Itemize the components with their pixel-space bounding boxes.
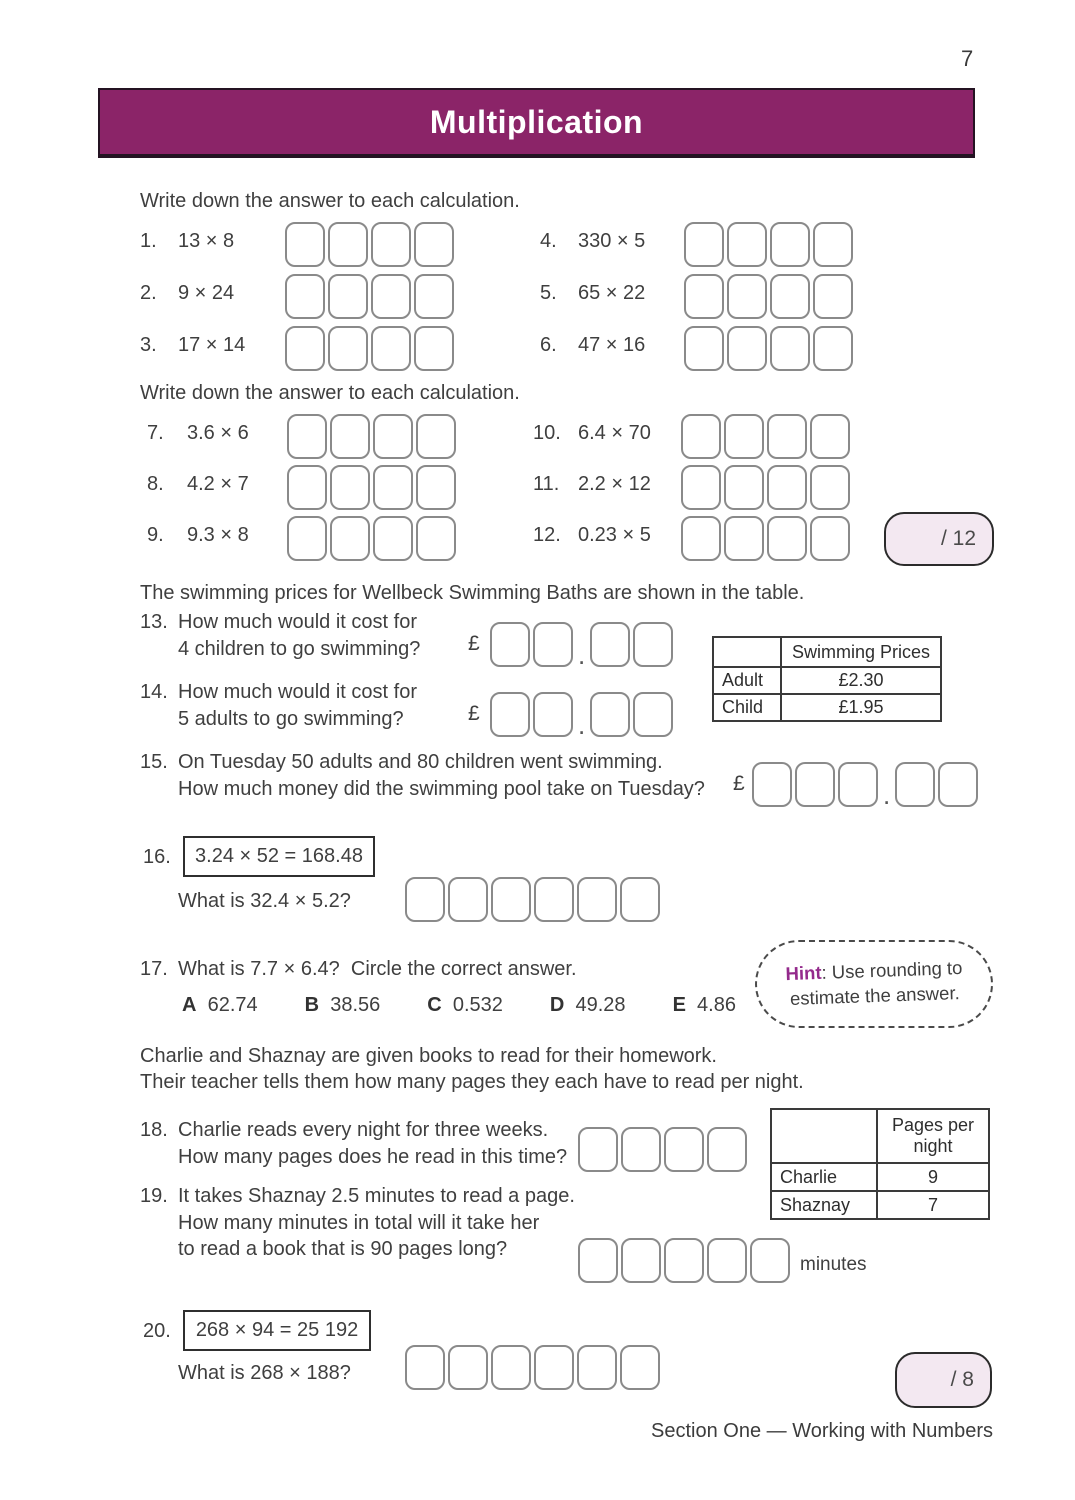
answer-box[interactable] (416, 516, 456, 561)
answer-box[interactable] (684, 222, 724, 267)
money-answer-boxes (490, 622, 673, 670)
question-expression: 17 × 14 (178, 334, 246, 356)
question-expression: 330 × 5 (578, 230, 646, 252)
answer-box[interactable] (620, 1345, 660, 1390)
context-text: Charlie and Shaznay are given books to read for their homework. (140, 1045, 717, 1067)
answer-box[interactable] (405, 1345, 445, 1390)
answer-box[interactable] (838, 762, 878, 807)
question-text: How many pages does he read in this time? (178, 1146, 568, 1168)
answer-box[interactable] (724, 414, 764, 459)
money-answer-boxes (752, 762, 978, 810)
answer-box[interactable] (752, 762, 792, 807)
table-cell: £1.95 (781, 694, 941, 721)
answer-box[interactable] (664, 1127, 704, 1172)
question-text: How much would it cost for (178, 681, 417, 703)
table-header-line: night (913, 1136, 953, 1156)
answer-box[interactable] (330, 465, 370, 510)
answer-box[interactable] (767, 465, 807, 510)
table-cell: 9 (877, 1163, 989, 1191)
answer-boxes (405, 877, 660, 922)
decimal-point: . (578, 640, 586, 670)
table-header-line: Pages per (891, 1115, 975, 1135)
answer-box[interactable] (621, 1127, 661, 1172)
question-number: 6. (540, 334, 557, 356)
answer-box[interactable] (727, 274, 767, 319)
table-cell: Shaznay (771, 1191, 877, 1219)
answer-boxes (285, 326, 454, 371)
answer-box[interactable] (416, 414, 456, 459)
question-number: 8. (147, 473, 164, 495)
question-expression: 13 × 8 (178, 230, 235, 252)
instruction-text: Write down the answer to each calculation. (140, 190, 520, 212)
question-number: 3. (140, 334, 157, 356)
answer-box[interactable] (285, 222, 325, 267)
answer-boxes (287, 516, 456, 561)
answer-box[interactable] (490, 622, 530, 667)
answer-box[interactable] (371, 274, 411, 319)
question-number: 4. (540, 230, 557, 252)
answer-box[interactable] (681, 414, 721, 459)
question-expression: 65 × 22 (578, 282, 646, 304)
table-cell: 7 (877, 1191, 989, 1219)
answer-box[interactable] (371, 222, 411, 267)
option-value: 4.86 (697, 994, 736, 1016)
table-cell: Charlie (771, 1163, 877, 1191)
answer-box[interactable] (727, 222, 767, 267)
question-number: 14. (140, 681, 168, 703)
answer-box[interactable] (534, 877, 574, 922)
question-number: 16. (143, 846, 171, 868)
answer-boxes (578, 1238, 790, 1283)
question-number: 19. (140, 1185, 168, 1207)
choice-option[interactable] (182, 994, 258, 1017)
answer-box[interactable] (414, 274, 454, 319)
answer-boxes (684, 274, 853, 319)
question-number: 7. (147, 422, 164, 444)
answer-boxes (681, 516, 850, 561)
answer-boxes (287, 465, 456, 510)
header-bar (98, 88, 975, 158)
answer-box[interactable] (938, 762, 978, 807)
answer-box[interactable] (490, 692, 530, 737)
answer-box[interactable] (287, 414, 327, 459)
swimming-prices-table (712, 636, 942, 722)
answer-box[interactable] (707, 1127, 747, 1172)
answer-box[interactable] (684, 326, 724, 371)
answer-box[interactable] (633, 622, 673, 667)
unit-label: minutes (800, 1254, 867, 1275)
hint-label: Hint (784, 961, 822, 985)
answer-boxes (287, 414, 456, 459)
question-text: 4 children to go swimming? (178, 638, 421, 660)
currency-symbol: £ (468, 702, 480, 725)
answer-box[interactable] (328, 222, 368, 267)
table-header-cell (877, 1109, 989, 1163)
table-cell (713, 637, 781, 667)
answer-box[interactable] (681, 465, 721, 510)
question-text: 5 adults to go swimming? (178, 708, 404, 730)
question-number: 17. (140, 958, 168, 980)
answer-box[interactable] (448, 1345, 488, 1390)
currency-symbol: £ (733, 772, 745, 795)
decimal-point: . (578, 710, 586, 740)
answer-box[interactable] (414, 222, 454, 267)
answer-box[interactable] (895, 762, 935, 807)
answer-box[interactable] (405, 877, 445, 922)
answer-box[interactable] (681, 516, 721, 561)
choice-option[interactable] (550, 994, 626, 1017)
option-value: 38.56 (330, 994, 381, 1016)
option-value: 62.74 (207, 994, 258, 1016)
answer-box[interactable] (285, 274, 325, 319)
answer-boxes (578, 1127, 747, 1172)
question-text: Charlie reads every night for three weeks. (178, 1119, 549, 1141)
question-number: 18. (140, 1119, 168, 1141)
answer-box[interactable] (795, 762, 835, 807)
answer-box[interactable] (770, 326, 810, 371)
page-title: Multiplication (429, 103, 644, 140)
answer-box[interactable] (810, 465, 850, 510)
question-text: What is 32.4 × 5.2? (178, 890, 351, 912)
answer-box[interactable] (534, 1345, 574, 1390)
answer-box[interactable] (664, 1238, 704, 1283)
answer-box[interactable] (578, 1238, 618, 1283)
question-text: On Tuesday 50 adults and 80 children went swimming. (178, 751, 663, 773)
answer-box[interactable] (590, 622, 630, 667)
question-number: 2. (140, 282, 157, 304)
instruction-text: Write down the answer to each calculation. (140, 382, 520, 404)
answer-box[interactable] (727, 326, 767, 371)
given-equation-box: 268 × 94 = 25 192 (183, 1310, 371, 1351)
question-number: 5. (540, 282, 557, 304)
table-cell: Child (713, 694, 781, 721)
answer-box[interactable] (810, 516, 850, 561)
answer-box[interactable] (533, 692, 573, 737)
answer-box[interactable] (813, 326, 853, 371)
question-text: What is 268 × 188? (178, 1362, 351, 1384)
choice-option[interactable] (427, 994, 503, 1017)
answer-box[interactable] (750, 1238, 790, 1283)
answer-box[interactable] (328, 274, 368, 319)
multiple-choice-options (182, 994, 736, 1017)
answer-boxes (681, 414, 850, 459)
question-number: 1. (140, 230, 157, 252)
table-cell: £2.30 (781, 667, 941, 694)
answer-box[interactable] (621, 1238, 661, 1283)
answer-box[interactable] (770, 274, 810, 319)
answer-box[interactable] (724, 465, 764, 510)
option-letter: D (549, 994, 565, 1016)
question-number: 12. (533, 524, 561, 546)
hint-text (785, 956, 964, 1012)
answer-boxes (405, 1345, 660, 1390)
answer-box[interactable] (813, 222, 853, 267)
table-cell (771, 1109, 877, 1163)
answer-boxes (285, 274, 454, 319)
answer-boxes (684, 222, 853, 267)
answer-box[interactable] (770, 222, 810, 267)
pages-per-night-table (770, 1108, 990, 1220)
question-expression: 4.2 × 7 (187, 473, 249, 495)
answer-box[interactable] (620, 877, 660, 922)
answer-box[interactable] (448, 877, 488, 922)
hint-line2: estimate the answer. (789, 982, 960, 1009)
question-number: 9. (147, 524, 164, 546)
score-badge[interactable]: / 8 (895, 1352, 992, 1408)
question-text: How much would it cost for (178, 611, 417, 633)
choice-option[interactable] (305, 994, 381, 1017)
option-value: 0.532 (452, 994, 503, 1016)
question-expression: 2.2 × 12 (578, 473, 651, 495)
answer-box[interactable] (767, 516, 807, 561)
answer-box[interactable] (287, 465, 327, 510)
context-text: Their teacher tells them how many pages they each have to read per night. (140, 1071, 804, 1093)
question-text: How many minutes in total will it take her (178, 1212, 540, 1234)
question-text: to read a book that is 90 pages long? (178, 1238, 508, 1260)
option-letter: E (672, 994, 686, 1016)
answer-box[interactable] (373, 516, 413, 561)
question-number: 15. (140, 751, 168, 773)
answer-box[interactable] (373, 465, 413, 510)
option-value: 49.28 (575, 994, 626, 1016)
money-answer-boxes (490, 692, 673, 740)
question-text: How much money did the swimming pool take on Tuesday? (178, 778, 705, 800)
option-letter: A (182, 994, 197, 1016)
answer-box[interactable] (590, 692, 630, 737)
option-letter: C (427, 994, 442, 1016)
answer-box[interactable] (285, 326, 325, 371)
choice-option[interactable] (673, 994, 736, 1017)
answer-box[interactable] (491, 877, 531, 922)
answer-box[interactable] (491, 1345, 531, 1390)
answer-box[interactable] (724, 516, 764, 561)
section-footer: Section One — Working with Numbers (651, 1420, 993, 1442)
question-expression: 9.3 × 8 (187, 524, 249, 546)
table-cell: Adult (713, 667, 781, 694)
question-number: 10. (533, 422, 561, 444)
answer-box[interactable] (633, 692, 673, 737)
page-number: 7 (961, 46, 974, 71)
answer-boxes (684, 326, 853, 371)
answer-box[interactable] (373, 414, 413, 459)
option-letter: B (304, 994, 320, 1016)
given-equation-box: 3.24 × 52 = 168.48 (183, 836, 375, 877)
question-text: What is 7.7 × 6.4? Circle the correct answer. (178, 958, 577, 980)
answer-box[interactable] (371, 326, 411, 371)
question-expression: 0.23 × 5 (578, 524, 651, 546)
hint-box (755, 940, 993, 1028)
answer-boxes (285, 222, 454, 267)
answer-box[interactable] (684, 274, 724, 319)
answer-box[interactable] (416, 465, 456, 510)
decimal-point: . (883, 780, 891, 810)
answer-boxes (681, 465, 850, 510)
answer-box[interactable] (287, 516, 327, 561)
answer-box[interactable] (330, 516, 370, 561)
question-expression: 47 × 16 (578, 334, 646, 356)
question-text: It takes Shaznay 2.5 minutes to read a page. (178, 1185, 575, 1207)
question-number: 13. (140, 611, 168, 633)
answer-box[interactable] (533, 622, 573, 667)
answer-box[interactable] (767, 414, 807, 459)
hint-line1: : Use rounding to (820, 956, 963, 983)
question-number: 11. (533, 473, 560, 495)
answer-box[interactable] (707, 1238, 747, 1283)
answer-box[interactable] (328, 326, 368, 371)
answer-box[interactable] (578, 1127, 618, 1172)
currency-symbol: £ (468, 632, 480, 655)
answer-box[interactable] (813, 274, 853, 319)
answer-box[interactable] (810, 414, 850, 459)
answer-box[interactable] (577, 1345, 617, 1390)
context-text: The swimming prices for Wellbeck Swimming Baths are shown in the table. (140, 582, 805, 604)
question-expression: 9 × 24 (178, 282, 235, 304)
answer-box[interactable] (330, 414, 370, 459)
question-expression: 6.4 × 70 (578, 422, 651, 444)
question-number: 20. (143, 1320, 171, 1342)
table-header-cell: Swimming Prices (781, 637, 941, 667)
score-badge[interactable]: / 12 (884, 512, 994, 566)
question-expression: 3.6 × 6 (187, 422, 249, 444)
answer-box[interactable] (577, 877, 617, 922)
answer-box[interactable] (414, 326, 454, 371)
